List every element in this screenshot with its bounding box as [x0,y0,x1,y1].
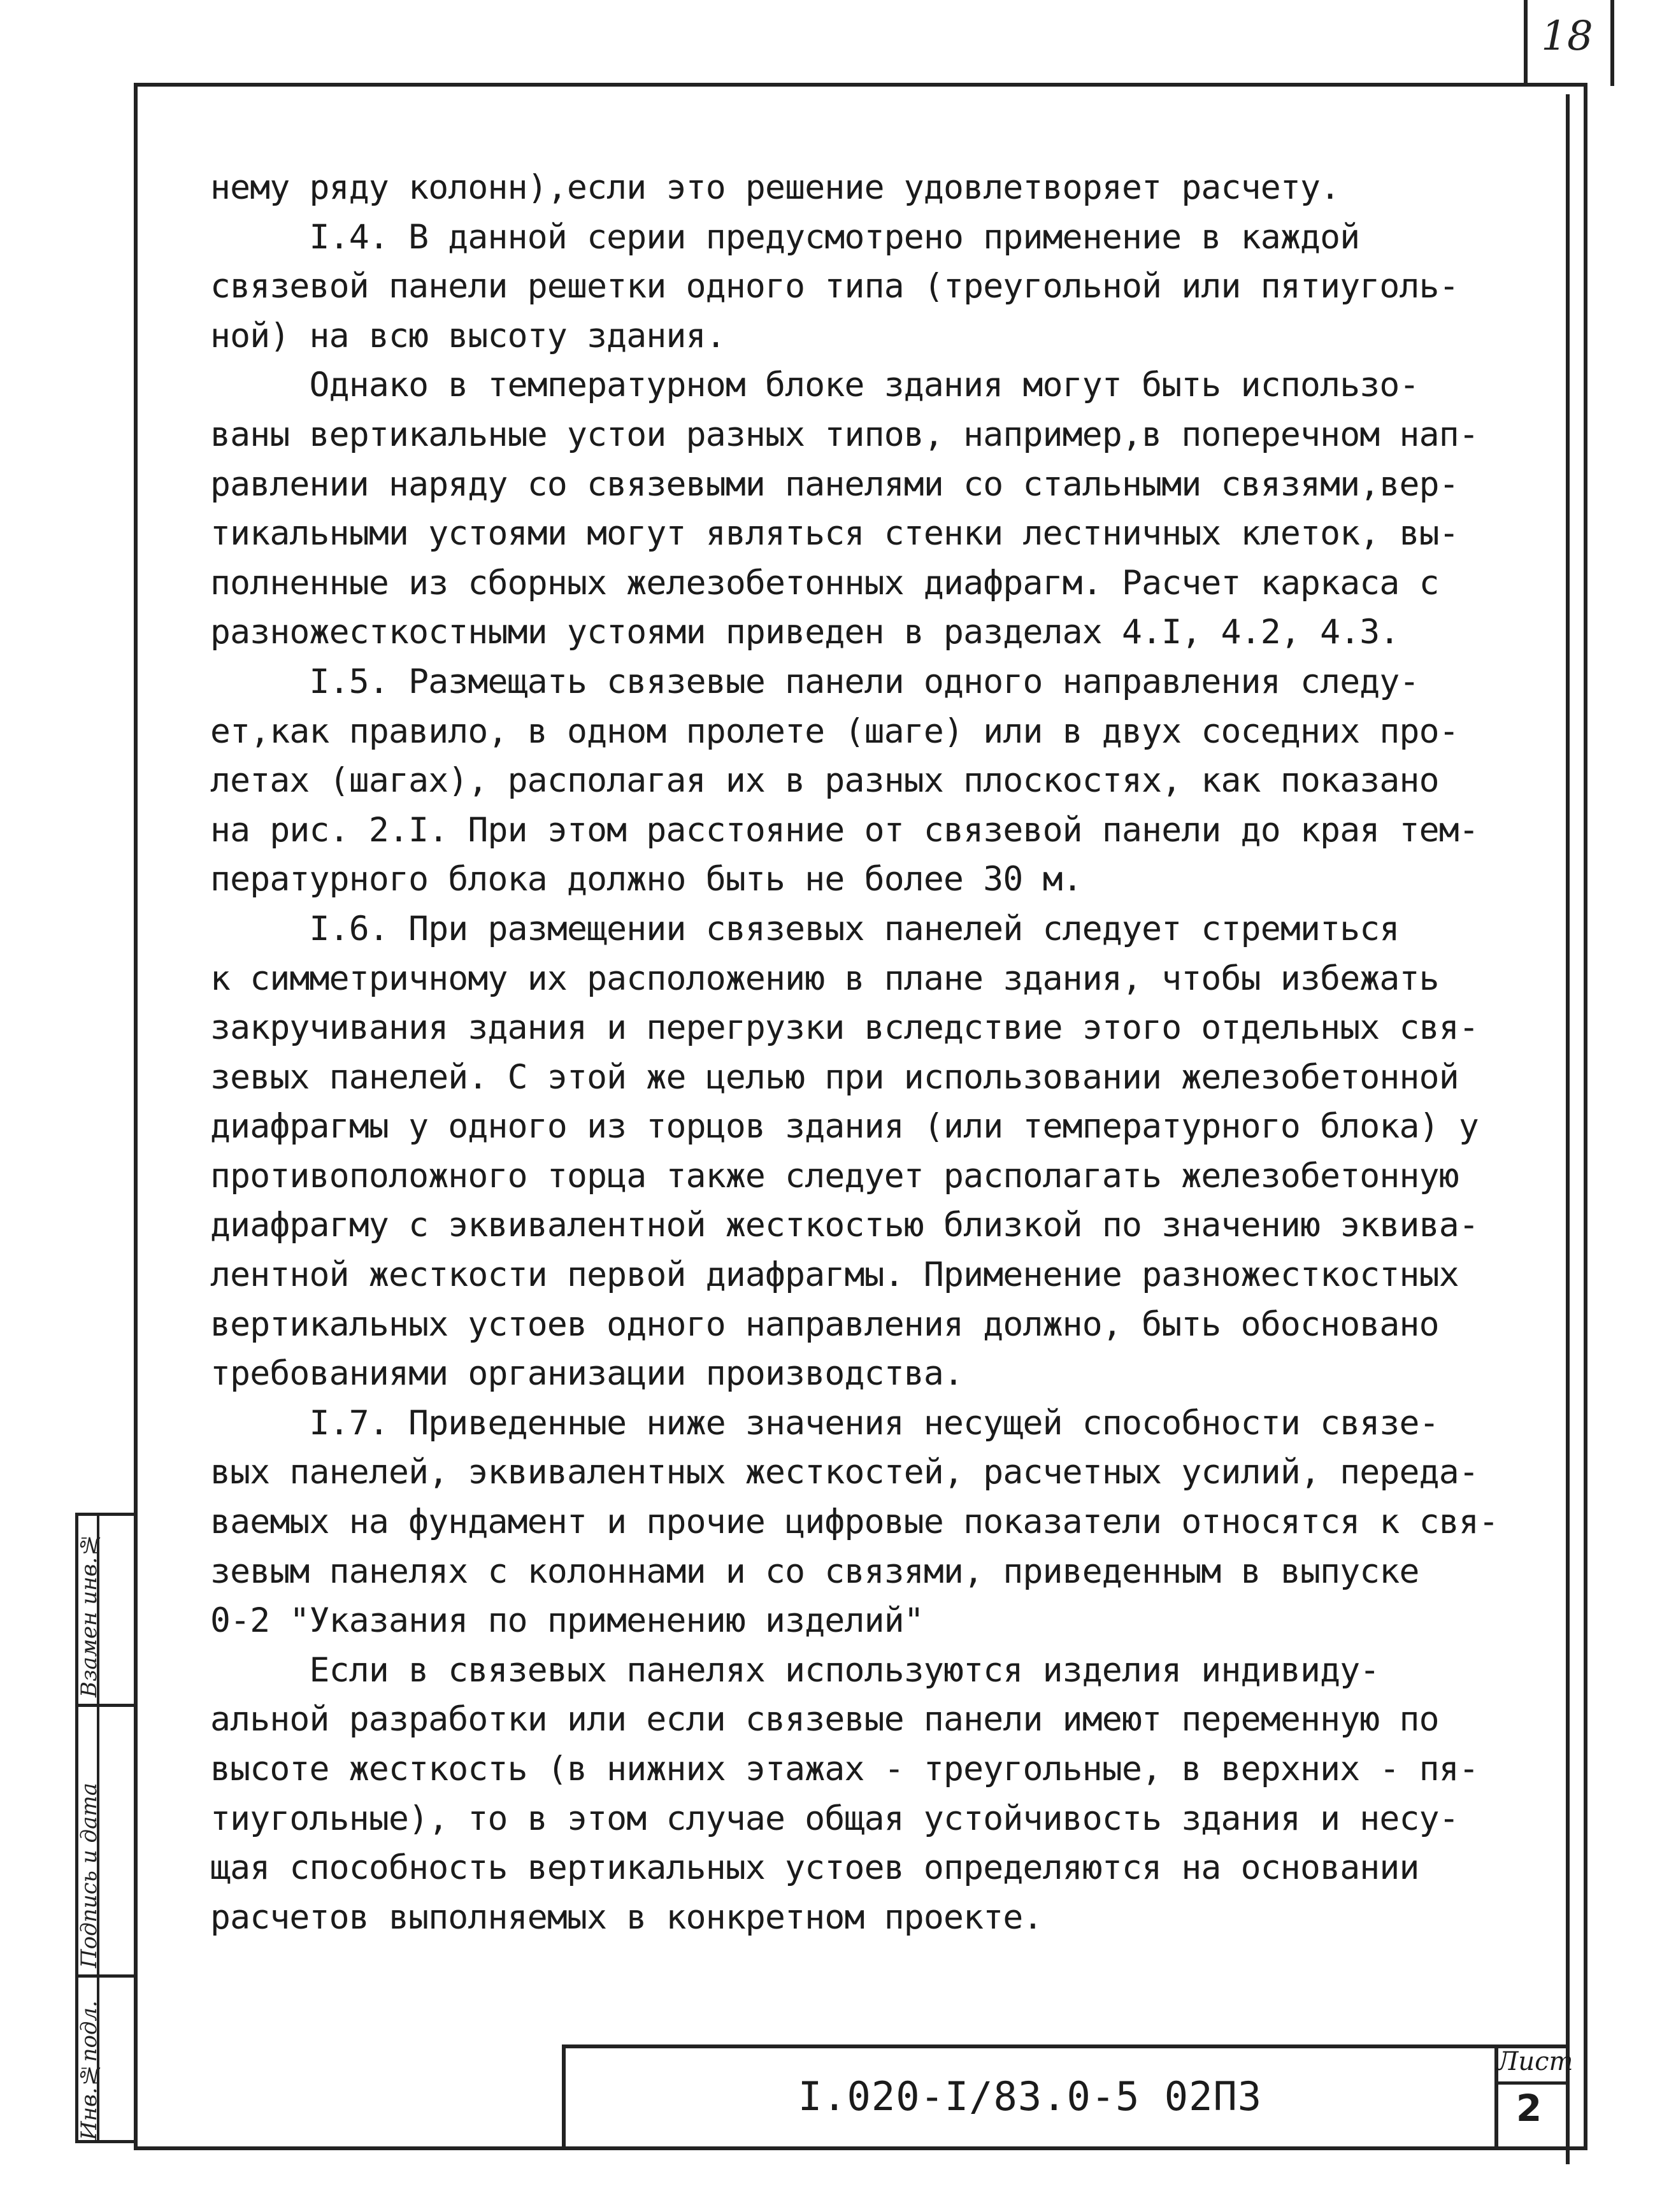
body-line: требованиями организации производства. [210,1354,964,1394]
side-stamp-cell-inv [75,1974,138,1978]
stamp-label-inv: Инв.№подл. [76,2000,102,2140]
body-line: ваны вертикальные устои разных типов, например,в поперечном нап- [210,415,1479,454]
body-line: вертикальных устоев одного направления должно, быть обосновано [210,1304,1439,1344]
body-line: высоте жесткость (в нижних этажах - треугольные, в верхних - пя- [210,1750,1479,1788]
body-line: ваемых на фундамент и прочие цифровые показатели относятся к свя- [210,1502,1499,1542]
body-line: равлении наряду со связевыми панелями со стальными связями,вер- [210,464,1459,504]
body-line: связевой панели решетки одного типа (треугольной или пятиуголь- [210,267,1459,306]
body-line: диафрагму с эквивалентной жесткостью близкой по значению эквива- [210,1206,1479,1245]
body-line: ет,как правило, в одном пролете (шаге) или в двух соседних про- [210,711,1459,751]
body-line: Если в связевых панелях используются изделия индивиду- [210,1650,1380,1690]
stamp-label-sign: Подпись и дата [76,1783,102,1968]
body-line: щая способность вертикальных устоев определяются на основании [210,1848,1419,1888]
body-line: 0-2 "Указания по применению изделий" [210,1601,924,1641]
body-line: I.4. В данной серии предусмотрено применение в каждой [210,217,1360,257]
body-line: тиугольные), то в этом случае общая устойчивость здания и несу- [210,1799,1459,1838]
body-line: расчетов выполняемых в конкретном проекте. [210,1897,1043,1937]
body-line: диафрагмы у одного из торцов здания (или температурного блока) у [210,1107,1479,1146]
body-line: Однако в температурном блоке здания могут быть использо- [210,366,1419,405]
body-line: тикальными устоями могут являться стенки лестничных клеток, вы- [210,514,1459,553]
body-line: к симметричному их расположению в плане здания, чтобы избежать [210,959,1439,998]
body-line: вых панелей, эквивалентных жесткостей, расчетных усилий, переда- [210,1453,1479,1492]
body-line: пературного блока должно быть не более 30 м. [210,860,1082,899]
body-line: противоположного торца также следует располагать железобетонную [210,1156,1459,1195]
body-line: ной) на всю высоту здания. [210,316,726,355]
body-line: на рис. 2.I. При этом расстояние от связевой панели до края тем- [210,810,1479,850]
body-line: разножесткостными устоями приведен в разделах 4.I, 4.2, 4.3. [210,613,1400,652]
page-number: 18 [1541,13,1593,60]
sheet-value: 2 [1515,2087,1542,2130]
body-line: закручивания здания и перегрузки вследствие этого отдельных свя- [210,1008,1479,1048]
body-line: летах (шагах), располагая их в разных плоскостях, как показано [210,761,1439,801]
document-body [210,163,1510,1942]
page-frame-inner-right [1566,94,1570,2164]
body-line: альной разработки или если связевые панели имеют переменную по [210,1700,1439,1739]
body-line: I.7. Приведенные ниже значения несущей способности связе- [210,1403,1439,1443]
body-line: I.5. Размещать связевые панели одного направления следу- [210,662,1419,701]
sheet-label: Лист [1497,2047,1573,2076]
side-stamp-cell-sign [75,1704,138,1707]
body-line: зевых панелей. С этой же целью при использовании железобетонной [210,1057,1459,1097]
body-line: полненные из сборных железобетонных диафрагм. Расчет каркаса с [210,563,1439,603]
sheet-box-divider [1494,2081,1570,2085]
body-line: лентной жесткости первой диафрагмы. Применение разножесткостных [210,1255,1459,1295]
document-code: I.020-I/83.0-5 02ПЗ [798,2073,1263,2120]
body-line: I.6. При размещении связевых панелей следует стремиться [210,909,1400,948]
stamp-label-replace: Взамен инв.№ [76,1531,102,1697]
body-line: нему ряду колонн),если это решение удовлетворяет расчету. [210,168,1340,207]
body-line: зевым панелях с колоннами и со связями, приведенным в выпуске [210,1552,1419,1591]
